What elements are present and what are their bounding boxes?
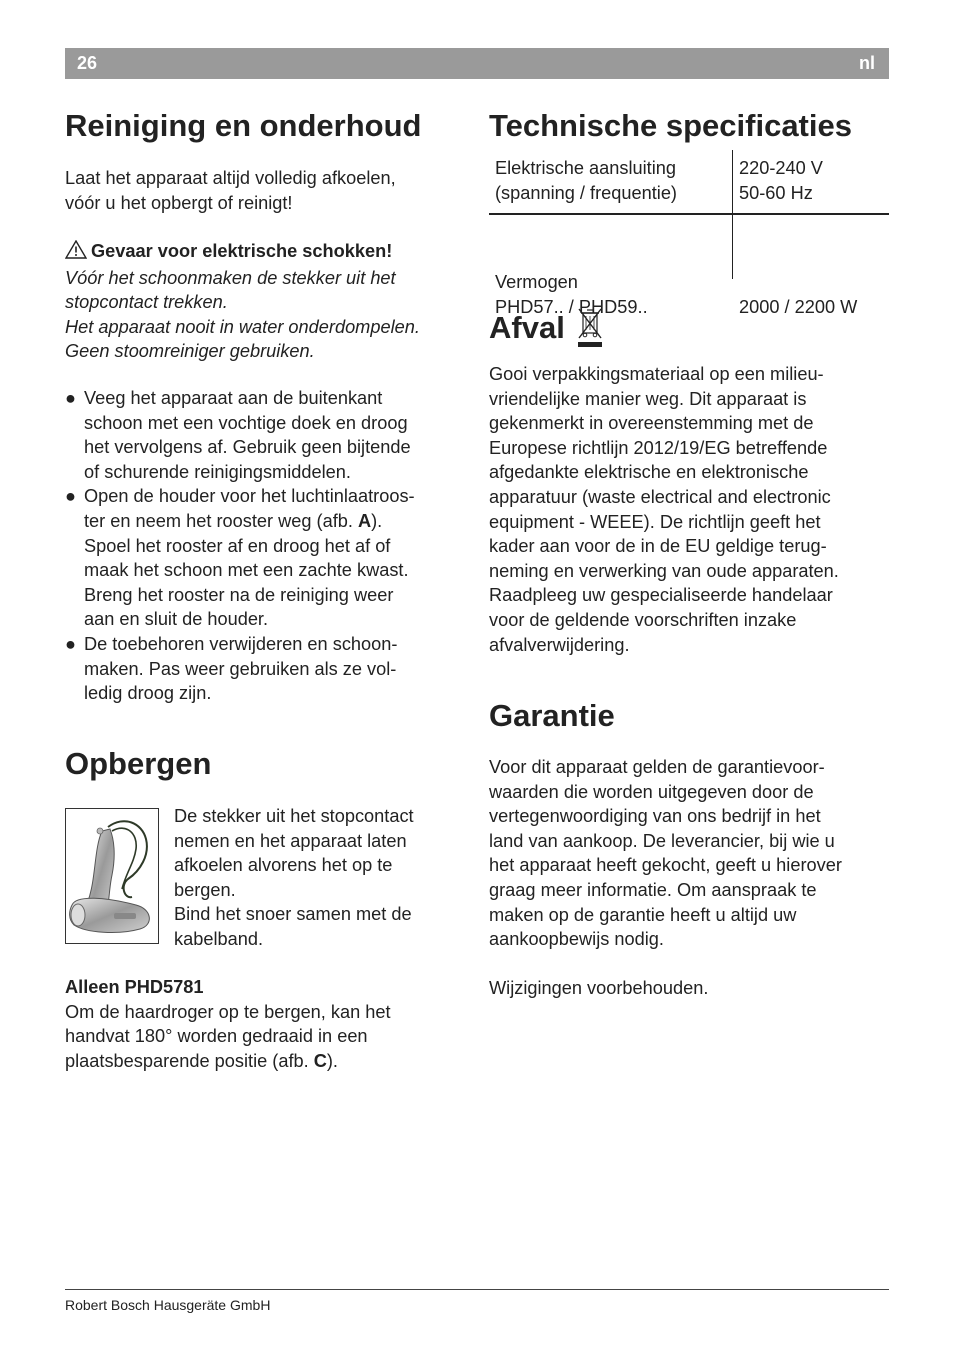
list-item <box>65 484 465 632</box>
figure-ref: A <box>357 510 372 531</box>
warning-line: stopcontact trekken. <box>65 292 228 313</box>
bullet-icon: ● <box>65 486 76 507</box>
warning-line: Vóór het schoonmaken de stekker uit het <box>65 267 396 288</box>
warranty-line: vertegenwoordiging van ons bedrijf in het <box>489 806 821 827</box>
storage-sub-line: Om de haardroger op te bergen, kan het <box>65 1001 391 1022</box>
cleaning-title: Reiniging en onderhoud <box>65 108 422 143</box>
waste-line: Raadpleeg uw gespecialiseerde handelaar <box>489 585 833 606</box>
warranty-line: het apparaat heeft gekocht, geeft u hierover <box>489 855 842 876</box>
bullet-line <box>84 509 465 534</box>
specs-title: Technische specificaties <box>489 108 852 143</box>
warranty-title: Garantie <box>489 698 615 733</box>
waste-line: equipment - WEEE). De richtlijn geeft het <box>489 511 821 532</box>
storage-sub-line-text: plaatsbesparende positie (afb. <box>65 1050 314 1071</box>
waste-title-text: Afval <box>489 310 565 345</box>
warning-block <box>65 239 420 364</box>
bullet-icon: ● <box>65 388 76 408</box>
spec-value-line: 2000 / 2200 W <box>739 296 858 317</box>
storage-line: kabelband. <box>174 928 263 949</box>
warranty-note: Wijzigingen voorbehouden. <box>489 978 709 998</box>
bullet-line: maken. Pas weer gebruiken als ze vol- <box>84 658 397 679</box>
spec-value-line <box>739 270 857 295</box>
bullet-line: of schurende reinigingsmiddelen. <box>84 461 351 482</box>
storage-line: afkoelen alvorens het op te <box>174 855 393 876</box>
storage-line: bergen. <box>174 879 236 900</box>
waste-title <box>489 306 605 353</box>
cleaning-bullet-list <box>65 386 465 706</box>
bullet-line: Breng het rooster na de reiniging weer <box>84 584 394 605</box>
hairdryer-illustration <box>66 809 158 943</box>
waste-line: kader aan voor de in de EU geldige terug- <box>489 536 827 557</box>
warning-title: Gevaar voor elektrische schokken! <box>91 241 393 261</box>
bullet-line: Spoel het rooster af en droog het af of <box>84 535 391 556</box>
spec-label <box>495 156 677 205</box>
storage-sub-line: handvat 180° worden gedraaid in een <box>65 1026 368 1047</box>
warranty-line: Voor dit apparaat gelden de garantievoor- <box>489 757 825 777</box>
waste-line: Europese richtlijn 2012/19/EG betreffende <box>489 437 828 458</box>
spec-label-line: Vermogen <box>495 272 578 292</box>
intro-line: Laat het apparaat altijd volledig afkoelen, <box>65 168 396 188</box>
waste-line: apparatuur (waste electrical and electronic <box>489 486 831 507</box>
warning-line: Geen stoomreiniger gebruiken. <box>65 341 315 362</box>
storage-sub-line <box>65 1049 391 1074</box>
warranty-line: aankoopbewijs nodig. <box>489 929 664 950</box>
bullet-line: Open de houder voor het luchtinlaatroos- <box>84 486 415 507</box>
hairdryer-storage-image <box>65 808 159 944</box>
spec-label-line: Elektrische aansluiting <box>495 158 676 178</box>
table-row <box>489 210 889 317</box>
bullet-line: aan en sluit de houder. <box>84 609 269 630</box>
spec-value <box>739 270 857 319</box>
figure-ref: C <box>313 1050 327 1071</box>
waste-text <box>489 362 839 657</box>
storage-text <box>174 804 414 952</box>
spec-value-line: 50-60 Hz <box>739 182 813 203</box>
bullet-line: Veeg het apparaat aan de buitenkant <box>84 388 383 408</box>
bullet-line: het vervolgens af. Gebruik geen bijtende <box>84 437 411 458</box>
waste-line: neming en verwerking van oude apparaten. <box>489 560 839 581</box>
bullet-line: schoon met een vochtige doek en droog <box>84 412 408 433</box>
waste-line: Gooi verpakkingsmateriaal op een milieu- <box>489 364 824 384</box>
footer-divider <box>65 1289 889 1290</box>
page-header-bar <box>65 48 889 79</box>
spec-value-line: 220-240 V <box>739 158 823 178</box>
warranty-text <box>489 755 842 952</box>
bullet-line-text: ter en neem het rooster weg (afb. <box>84 510 358 531</box>
spec-label-line: (spanning / frequentie) <box>495 182 677 203</box>
storage-sub-block <box>65 975 391 1073</box>
table-row <box>489 156 889 206</box>
spec-label-line: PHD57.. / PHD59.. <box>495 296 648 317</box>
waste-line: afvalverwijdering. <box>489 634 630 655</box>
figure-ref-suffix: ). <box>371 510 383 531</box>
crossed-bin-icon <box>575 306 605 353</box>
bullet-line: ledig droog zijn. <box>84 683 212 704</box>
warranty-line: graag meer informatie. Om aanspraak te <box>489 879 817 900</box>
storage-line: De stekker uit het stopcontact <box>174 806 414 826</box>
warranty-line: maken op de garantie heeft u altijd uw <box>489 904 797 925</box>
bullet-line: De toebehoren verwijderen en schoon- <box>84 633 398 654</box>
storage-subtitle: Alleen PHD5781 <box>65 977 204 997</box>
waste-line: vriendelijke manier weg. Dit apparaat is <box>489 388 807 409</box>
storage-title: Opbergen <box>65 746 212 781</box>
warning-heading <box>65 239 420 266</box>
waste-line: voor de geldende voorschriften inzake <box>489 609 797 630</box>
footer-company: Robert Bosch Hausgeräte GmbH <box>65 1297 271 1313</box>
storage-line: Bind het snoer samen met de <box>174 904 412 925</box>
page-number: 26 <box>77 53 98 73</box>
waste-line: gekenmerkt in overeenstemming met de <box>489 413 814 434</box>
list-item <box>65 386 465 484</box>
storage-line: nemen en het apparaat laten <box>174 830 407 851</box>
waste-line: afgedankte elektrische en elektronische <box>489 462 809 483</box>
language-code: nl <box>859 53 875 73</box>
spec-value <box>739 156 823 205</box>
warranty-line: waarden die worden uitgegeven door de <box>489 781 814 802</box>
figure-ref-suffix: ). <box>326 1050 338 1071</box>
warranty-line: land van aankoop. De leverancier, bij wie u <box>489 830 835 851</box>
warning-triangle-icon <box>65 240 87 266</box>
intro-line: vóór u het opbergt of reinigt! <box>65 192 293 213</box>
bullet-icon: ● <box>65 633 76 654</box>
warning-line: Het apparaat nooit in water onderdompelen. <box>65 316 420 337</box>
bullet-line: maak het schoon met een zachte kwast. <box>84 560 409 581</box>
specs-table <box>489 150 889 317</box>
list-item <box>65 632 465 706</box>
cleaning-intro <box>65 166 396 215</box>
